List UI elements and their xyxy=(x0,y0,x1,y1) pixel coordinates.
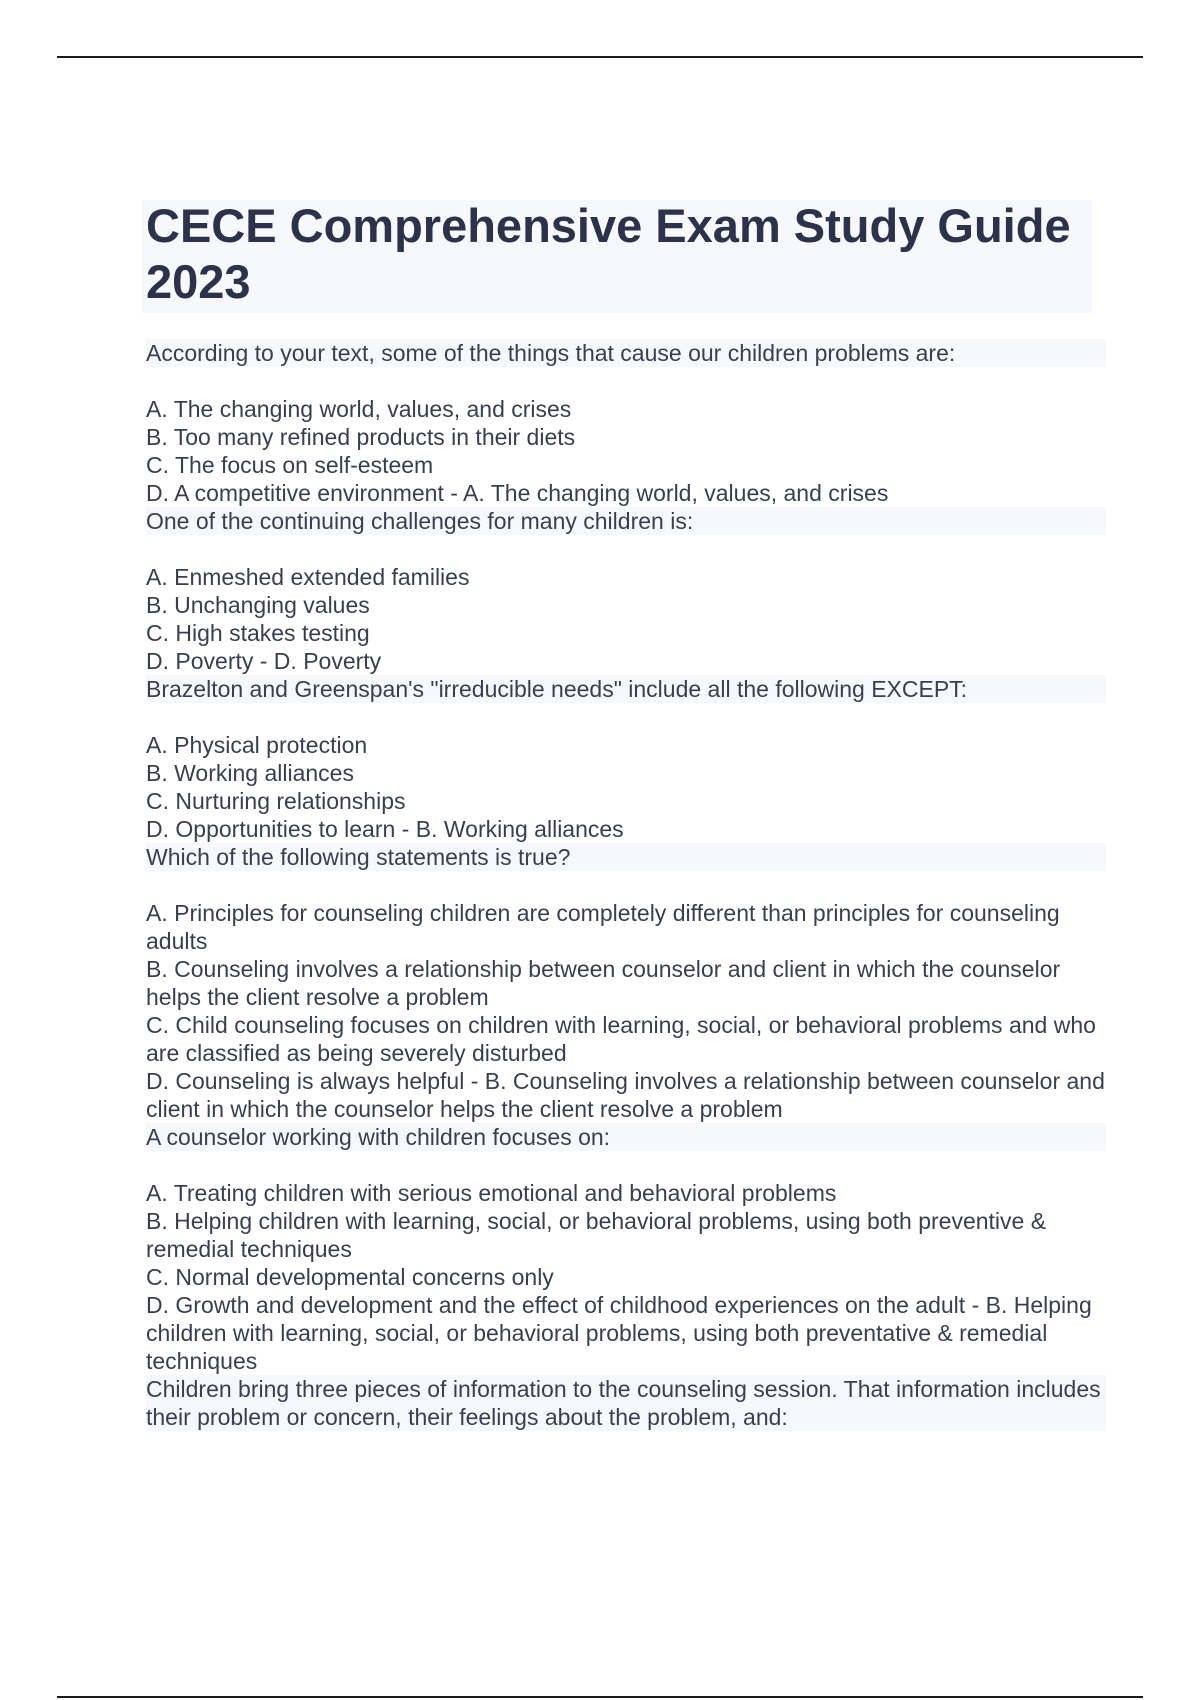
answer-option: B. Counseling involves a relationship between counselor and client in which the counselor helps the client resolve a problem xyxy=(146,956,1061,1010)
question-stem: Which of the following statements is true? xyxy=(146,843,1106,871)
answer-option: D. Poverty - D. Poverty xyxy=(146,648,382,674)
answer-option: D. Opportunities to learn - B. Working alliances xyxy=(146,816,624,842)
answer-option: C. Normal developmental concerns only xyxy=(146,1264,554,1290)
answer-option: A. Enmeshed extended families xyxy=(146,564,470,590)
answer-option: C. High stakes testing xyxy=(146,620,370,646)
answer-option: C. Nurturing relationships xyxy=(146,788,406,814)
question-stem: One of the continuing challenges for many children is: xyxy=(146,507,1106,535)
question-stem: Brazelton and Greenspan's "irreducible needs" include all the following EXCEPT: xyxy=(146,675,1106,703)
answer-option: B. Helping children with learning, social, or behavioral problems, using both preventive & remedial techniques xyxy=(146,1208,1047,1262)
question-6 xyxy=(146,1375,1106,1431)
answer-option: A. Physical protection xyxy=(146,732,368,758)
top-rule xyxy=(57,56,1143,58)
question-5 xyxy=(146,1123,1106,1375)
answer-option: C. Child counseling focuses on children with learning, social, or behavioral problems and who are classified as being severely disturbed xyxy=(146,1012,1096,1066)
document-title: CECE Comprehensive Exam Study Guide 2023 xyxy=(146,199,1071,308)
answer-option: C. The focus on self-esteem xyxy=(146,452,434,478)
question-4 xyxy=(146,843,1106,1123)
answer-option: D. A competitive environment - A. The changing world, values, and crises xyxy=(146,480,889,506)
answer-option: A. Treating children with serious emotional and behavioral problems xyxy=(146,1180,837,1206)
answer-option: B. Unchanging values xyxy=(146,592,370,618)
answer-option: D. Counseling is always helpful - B. Counseling involves a relationship between counselor and client in which the counselor helps the client resolve a problem xyxy=(146,1068,1105,1122)
answer-option: A. Principles for counseling children are completely different than principles for counseling adults xyxy=(146,900,1060,954)
answer-option: B. Working alliances xyxy=(146,760,354,786)
question-stem: Children bring three pieces of information to the counseling session. That information includes their problem or concern, their feelings about the problem, and: xyxy=(146,1375,1106,1431)
question-1 xyxy=(146,339,1106,507)
question-3 xyxy=(146,675,1106,843)
bottom-rule xyxy=(57,1696,1143,1698)
answer-option: D. Growth and development and the effect of childhood experiences on the adult - B. Helping children with learning, social, or behavioral problems, using both preventative & remedial techniques xyxy=(146,1292,1092,1374)
question-stem: According to your text, some of the things that cause our children problems are: xyxy=(146,339,1106,367)
answer-option: B. Too many refined products in their diets xyxy=(146,424,576,450)
question-list xyxy=(146,339,1106,1431)
question-2 xyxy=(146,507,1106,675)
question-stem: A counselor working with children focuses on: xyxy=(146,1123,1106,1151)
answer-option: A. The changing world, values, and crises xyxy=(146,396,572,422)
